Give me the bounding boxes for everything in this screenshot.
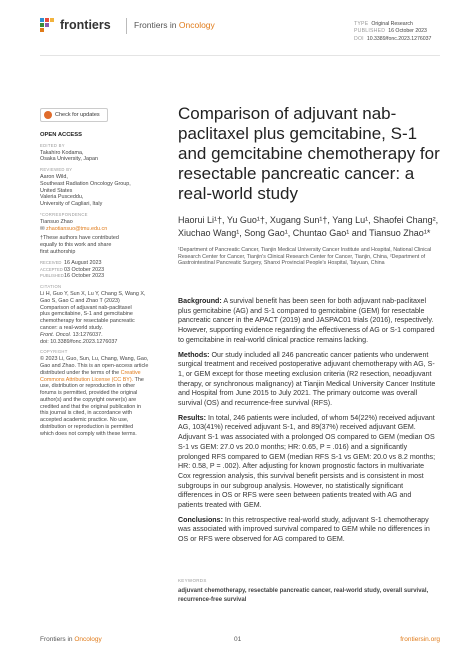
correspondence-email-link[interactable]: zhaotiansuo@tmu.edu.cn bbox=[46, 225, 108, 232]
frontiers-logo-text: frontiers bbox=[60, 18, 111, 32]
site-link[interactable]: frontiersin.org bbox=[400, 636, 440, 643]
journal-name: Frontiers in Oncology bbox=[134, 20, 215, 30]
abstract bbox=[178, 297, 436, 550]
affiliations: ¹Department of Pancreatic Cancer, Tianjin Medical University Cancer Institute and Hospital, National Clinical Research Center for Cancer, Tianjin's Clinical Research Center for Cancer, Tianjin, China, ²Department of Gastrointestinal Pancreatic Surgery, Shanxi Provincial People's Hospital, Taiyuan, China bbox=[178, 247, 432, 266]
cc-license-link-2[interactable]: Commons Attribution License (CC BY). bbox=[40, 376, 134, 383]
crossmark-icon bbox=[44, 111, 52, 119]
author-list: Haorui Li¹†, Yu Guo¹†, Xugang Sun¹†, Yang Lu¹, Shaofei Chang², Xiuchao Wang¹, Song Gao¹, Chuntao Gao¹ and Tiansuo Zhao¹* bbox=[178, 215, 439, 238]
abstract-conclusions: Conclusions: In this retrospective real-world study, adjuvant S-1 chemotherapy was associated with improved survival compared to GEM while no differences in OS or RFS were observed for AG compared to GEM. bbox=[178, 515, 430, 544]
frontiers-logo-icon bbox=[40, 18, 58, 34]
keywords: adjuvant chemotherapy, resectable pancreatic cancer, real-world study, overall survival, recurrence-free survival bbox=[178, 588, 429, 603]
footer-site bbox=[400, 636, 440, 643]
open-access-label: OPEN ACCESS bbox=[40, 132, 82, 138]
article-meta: TYPE Original Research PUBLISHED 16 October 2023 DOI 10.3389/fonc.2023.1276037 bbox=[354, 21, 432, 42]
cc-license-link[interactable]: Creative bbox=[120, 369, 141, 376]
article-title: Comparison of adjuvant nab-paclitaxel plus gemcitabine, S-1 and gemcitabine chemotherapy for resectable pancreatic cancer: a real-world study bbox=[178, 104, 440, 203]
footer-journal: Frontiers in Oncology bbox=[40, 636, 102, 643]
footer-journal-link[interactable]: Oncology bbox=[74, 636, 102, 643]
article-sidebar: OPEN ACCESS EDITED BY Takahiro Kodama, Osaka University, Japan REVIEWED BY Aaron Wild, Southeast Radiation Oncology Group, United States Valeria Pusceddu, University of Cagliari, Italy *CORRESPONDENCE Tiansuo Zhao ✉ zhaotiansuo@tmu.edu.cn †These authors have contributed equally to this work and share first authorship RECEIVED 16 August 2023 ACCEPTED03 October 2023 PUBLISHED16 October 2023 CITATION Li H, Guo Y, Sun X, Lu Y, Chang S, Wang X, Gao S, Gao C and Zhao T (2023) Comparison of adjuvant nab-paclitaxel plus gemcitabine, S-1 and gemcitabine chemotherapy for resectable pancreatic cancer: a real-world study. Front. Oncol. 13:1276037. doi: 10.3389/fonc.2023.1276037 COPYRIGHT © 2023 Li, Guo, Sun, Lu, Chang, Wang, Gao, Gao and Zhao. This is an open-access article distributed under the terms of the Creative Commons Attribution License (CC BY). The use, distribution or reproduction in other forums is permitted, provided the original author(s) and the copyright owner(s) are credited and that the original publication in this journal is cited, in accordance with accepted academic practice. No use, distribution or reproduction is permitted which does not comply with these terms. bbox=[40, 132, 158, 438]
page-number: 01 bbox=[234, 636, 242, 643]
journal-link[interactable]: Oncology bbox=[178, 20, 215, 30]
check-updates-button[interactable]: Check for updates bbox=[40, 108, 108, 122]
header-divider bbox=[40, 55, 440, 56]
keywords-label: KEYWORDS bbox=[178, 578, 207, 583]
header-separator bbox=[126, 18, 127, 34]
email-icon: ✉ bbox=[40, 225, 47, 232]
abstract-methods: Methods: Our study included all 246 pancreatic cancer patients who underwent surgical treatment and received postoperative adjuvant chemotherapy with AG, S-1, or GEM except for those meeting exclusion criteria (R2 resection, neoadjuvant therapy, or synchronous malignancy) at Tianjin Medical University Cancer Institute and Hospital from June 2015 to July 2021. The primary outcome was overall survival (OS) and recurrence-free survival (RFS). bbox=[178, 350, 436, 408]
abstract-results: Results: In total, 246 patients were included, of whom 54(22%) received adjuvant AG, 103(41%) received adjuvant S-1, and 89(37%) received adjuvant GEM. Adjuvant S-1 was associated with a prolonged OS compared to GEM (median OS S-1 vs GEM: 27.0 vs 20.0 months; HR: 0.65, P = .016) and a significantly prolonged RFS compared to GEM (median RFS S-1 vs GEM: 20.0 vs 8.2 months; HR: 0.58, P = .002). After adjusting for known prognostic factors in multivariate Cox regression analysis, this survival benefit persists and is consistent in most subgroups in our subgroup analysis. However, no statistically significant differences in OS or RFS were seen between patients treated with AG and patients treated with GEM. bbox=[178, 413, 436, 510]
abstract-background: Background: A survival benefit has been seen for both adjuvant nab-paclitaxel plus gemcitabine (AG) and S-1 compared to gemcitabine (GEM) for resectable pancreatic cancer in the APACT (2019) and JASPAC01 trials (2016), respectively. However, supporting evidence regarding the effectiveness of AG or S-1 compared to gemcitabine in real-world clinical practice remains lacking. bbox=[178, 297, 435, 344]
